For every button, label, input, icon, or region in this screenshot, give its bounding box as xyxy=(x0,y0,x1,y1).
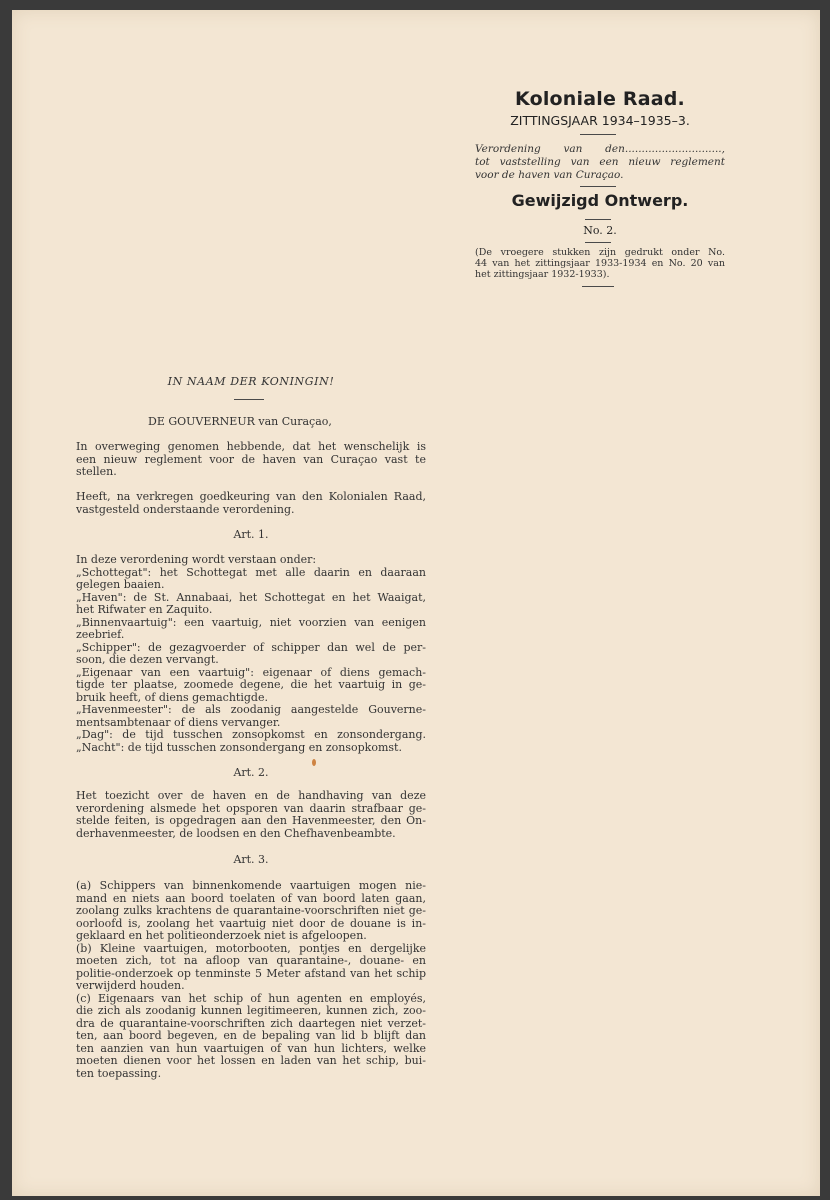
text-line: zeebrief. xyxy=(76,629,125,641)
considering-paragraph xyxy=(76,441,426,479)
text-line: politie-onderzoek op tenminste 5 Meter afstand van het schip xyxy=(76,967,426,980)
text-line: „Schipper": de gezagvoerder of schipper dan wel de per- xyxy=(76,641,426,654)
note-line: (De vroegere stukken zijn gedrukt onder No. xyxy=(475,247,725,258)
text-line: (c) Eigenaars van het schip of hun agenten en employés, xyxy=(76,992,426,1005)
text-line: soon, die dezen vervangt. xyxy=(76,654,219,666)
decree-line: voor de haven van Curaçao. xyxy=(475,169,624,181)
previous-documents-note xyxy=(475,247,725,280)
text-line: zoolang zulks krachtens de quarantaine-voorschriften niet ge- xyxy=(76,905,426,917)
text-line: Heeft, na verkregen goedkeuring van den Kolonialen Raad, xyxy=(76,491,426,503)
divider xyxy=(585,219,611,220)
text-line: vastgesteld onderstaande verordening. xyxy=(76,503,295,516)
text-line: stellen. xyxy=(76,466,117,478)
text-line: oorloofd is, zoolang het vaartuig niet door de douane is in- xyxy=(76,917,426,930)
text-line: „Havenmeester": de als zoodanig aangestelde Gouverne- xyxy=(76,704,426,716)
note-line: het zittingsjaar 1932-1933). xyxy=(475,269,610,280)
text-line: In overweging genomen hebbende, dat het wenschelijk is xyxy=(76,441,426,453)
text-line: In deze verordening wordt verstaan onder: xyxy=(76,554,317,566)
text-line: Het toezicht over de haven en de handhaving van deze xyxy=(76,790,426,802)
divider xyxy=(582,286,614,287)
text-line: moeten zich, tot na afloop van quarantaine-, douane- en xyxy=(76,955,426,967)
divider xyxy=(234,399,264,400)
text-line: die zich als zoodanig kunnen legitimeeren, kunnen zich, zoo- xyxy=(76,1005,426,1017)
text-line: verordening alsmede het opsporen van daarin strafbaar ge- xyxy=(76,802,426,815)
divider xyxy=(580,186,616,187)
text-line: ten aanzien van hun vaartuigen of van hun lichters, welke xyxy=(76,1042,426,1055)
article-2-text xyxy=(76,790,426,840)
divider xyxy=(585,242,611,243)
article-2-heading: Art. 2. xyxy=(233,766,269,779)
text-line: een nieuw reglement voor de haven van Curaçao vast te xyxy=(76,453,426,466)
council-title: Koloniale Raad. xyxy=(515,88,685,110)
enacted-paragraph xyxy=(76,491,426,516)
text-line: bruik heeft, of diens gemachtigde. xyxy=(76,691,268,704)
article-3-text xyxy=(76,880,426,1080)
text-line: (a) Schippers van binnenkomende vaartuigen mogen nie- xyxy=(76,880,426,892)
article-1-heading: Art. 1. xyxy=(233,528,269,541)
text-line: (b) Kleine vaartuigen, motorbooten, pontjes en dergelijke xyxy=(76,942,426,955)
text-line: verwijderd houden. xyxy=(76,980,185,992)
amended-draft-heading: Gewijzigd Ontwerp. xyxy=(511,191,689,210)
decree-line: Verordening van den............................., xyxy=(475,143,725,155)
text-line: „Nacht": de tijd tusschen zonsondergang en zonsopkomst. xyxy=(76,741,402,754)
text-line: „Eigenaar van een vaartuig": eigenaar of diens gemach- xyxy=(76,666,426,679)
text-line: „Dag": de tijd tusschen zonsopkomst en zonsondergang. xyxy=(76,729,426,741)
text-line: geklaard en het politieonderzoek niet is afgeloopen. xyxy=(76,930,367,942)
text-line: het Rifwater en Zaquito. xyxy=(76,604,213,616)
ink-stain xyxy=(312,759,316,766)
text-line: moeten dienen voor het lossen en laden van het schip, bui- xyxy=(76,1055,426,1067)
article-1-text xyxy=(76,554,426,754)
text-line: ten toepassing. xyxy=(76,1067,162,1080)
text-line: stelde feiten, is opgedragen aan den Havenmeester, den On- xyxy=(76,815,426,827)
text-line: mentsambtenaar of diens vervanger. xyxy=(76,716,281,729)
text-line: mand en niets aan boord toelaten of van boord laten gaan, xyxy=(76,892,426,905)
decree-title xyxy=(475,143,725,182)
text-line: derhavenmeester, de loodsen en den Chefhavenbeambte. xyxy=(76,827,396,840)
text-line: „Schottegat": het Schottegat met alle daarin en daaraan xyxy=(76,566,426,579)
governor-line: DE GOUVERNEUR van Curaçao, xyxy=(148,415,332,428)
note-line: 44 van het zittingsjaar 1933-1934 en No. 20 van xyxy=(475,258,725,269)
divider xyxy=(580,134,616,135)
text-line: tigde ter plaatse, zoomede degene, die het vaartuig in ge- xyxy=(76,679,426,691)
text-line: gelegen baaien. xyxy=(76,579,165,591)
text-line: ten, aan boord begeven, en de bepaling van lid b blijft dan xyxy=(76,1030,426,1042)
text-line: „Haven": de St. Annabaai, het Schottegat en het Waaigat, xyxy=(76,591,426,604)
decree-line: tot vaststelling van een nieuw reglement xyxy=(475,156,725,168)
session-year: ZITTINGSJAAR 1934–1935–3. xyxy=(510,113,690,128)
article-3-heading: Art. 3. xyxy=(233,853,269,866)
invocation: IN NAAM DER KONINGIN! xyxy=(167,375,335,388)
text-line: „Binnenvaartuig": een vaartuig, niet voorzien van eenigen xyxy=(76,616,426,629)
document-number: No. 2. xyxy=(583,224,617,237)
text-line: dra de quarantaine-voorschriften zich daartegen niet verzet- xyxy=(76,1017,426,1030)
